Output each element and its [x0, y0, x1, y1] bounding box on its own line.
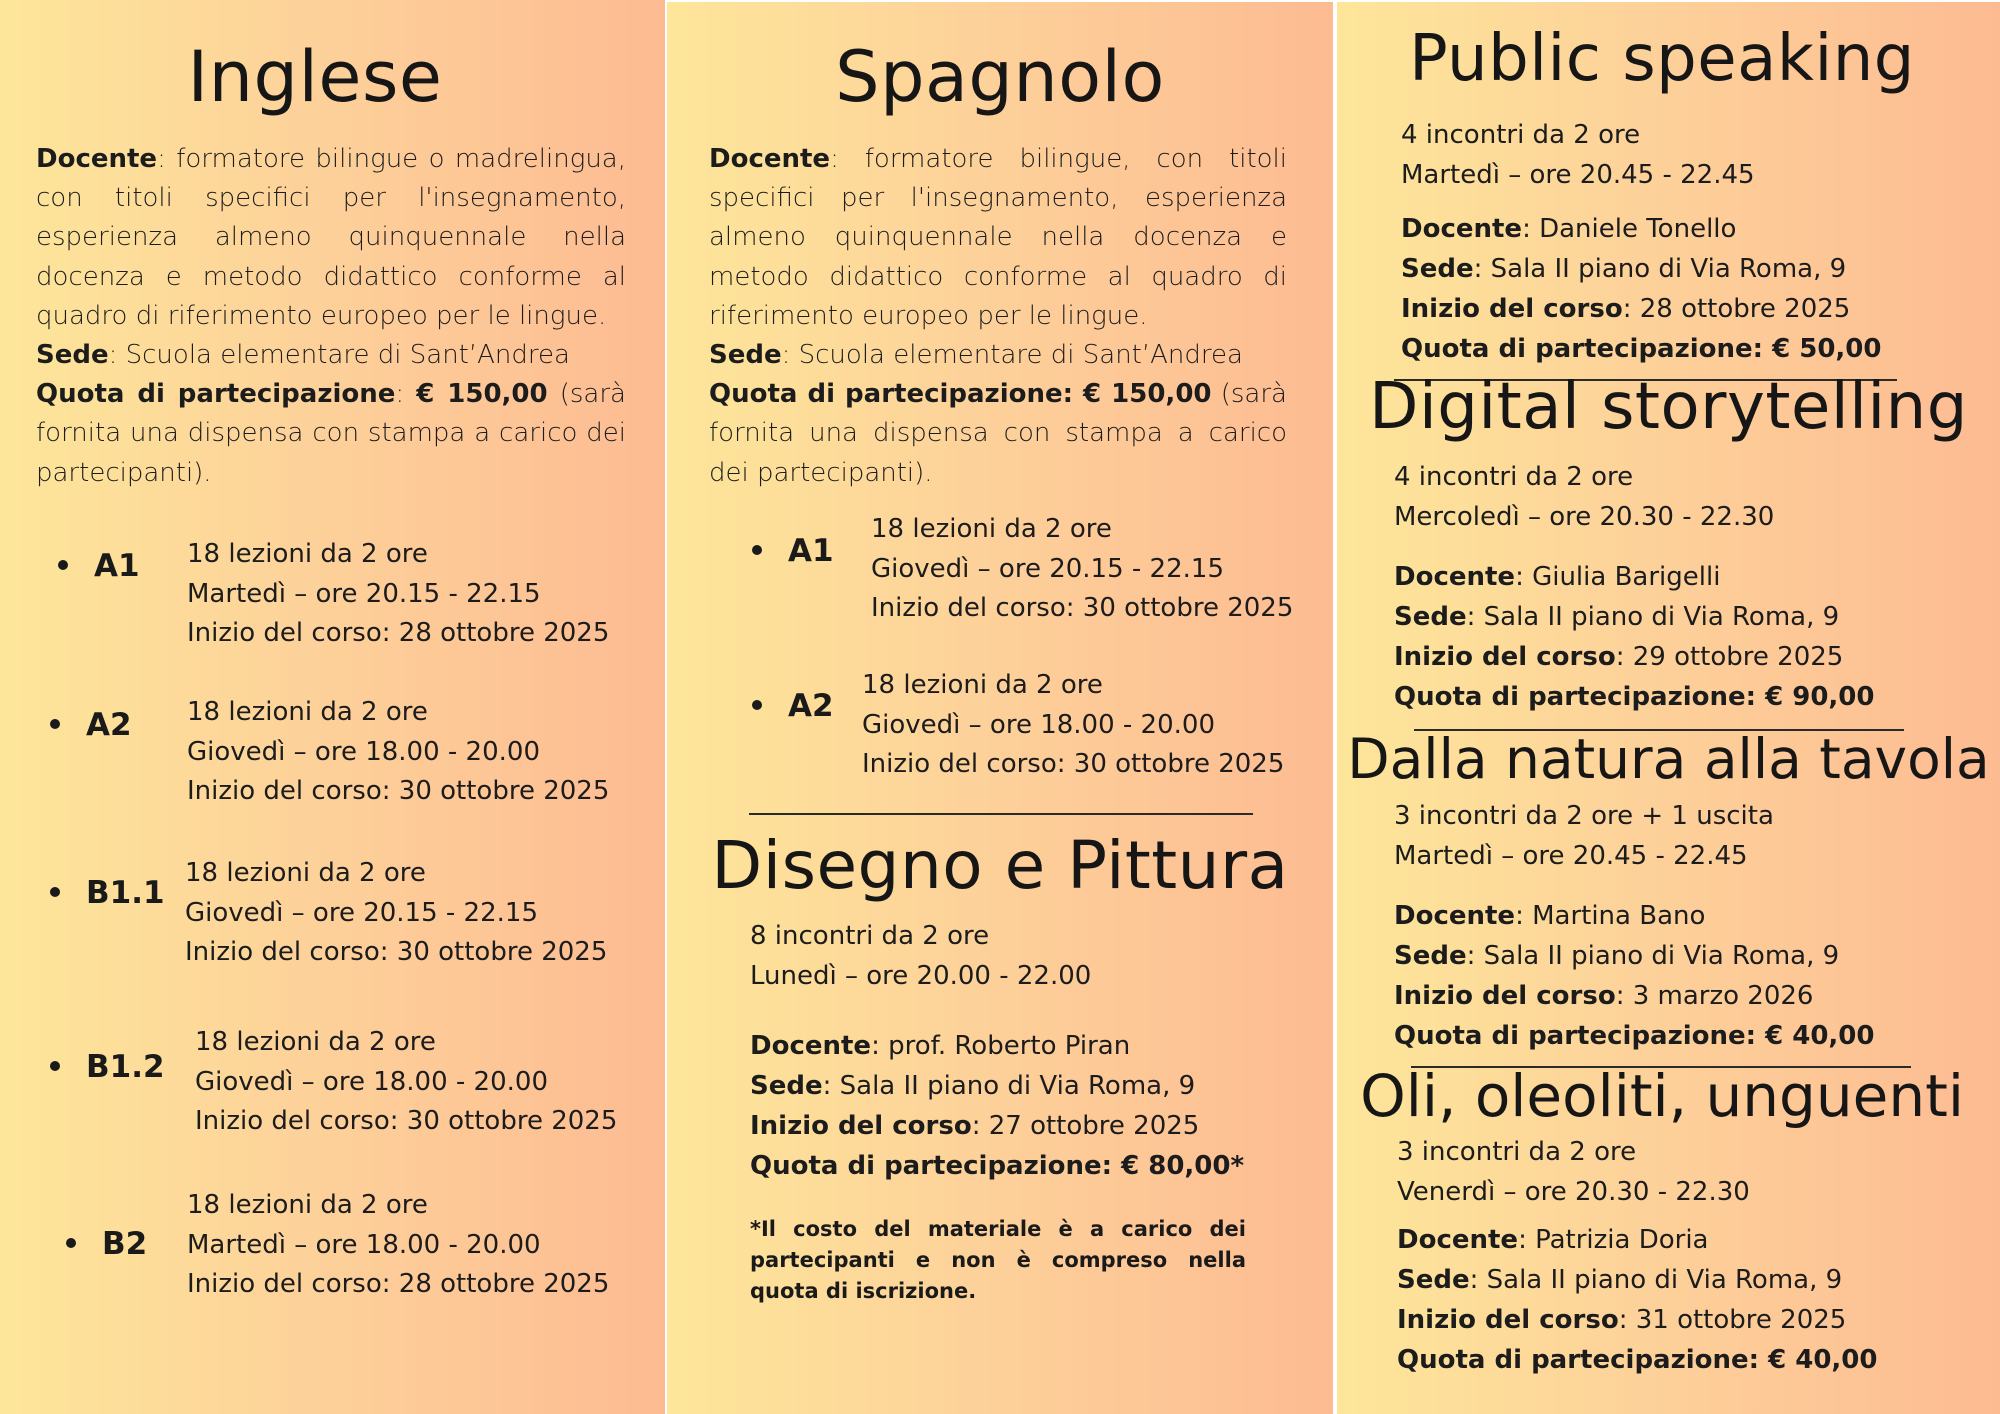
inglese-quota-sep: : — [395, 379, 417, 410]
spagnolo-sede-text: : Scuola elementare di Sant’Andrea — [781, 340, 1243, 371]
disegno-sede-label: Sede — [750, 1071, 823, 1101]
digital-sessions: 4 incontri da 2 ore — [1394, 462, 1634, 492]
digital-docente-value: : Giulia Barigelli — [1515, 562, 1721, 592]
oli-sede-label: Sede — [1397, 1265, 1470, 1295]
oli-info — [1397, 1220, 1877, 1380]
disegno-schedule — [750, 917, 1091, 996]
bullet-icon — [752, 545, 762, 555]
spagnolo-panel — [667, 2, 1333, 1414]
public-speaking-sessions: 4 incontri da 2 ore — [1401, 120, 1641, 150]
oli-inizio-label: Inizio del corso — [1397, 1305, 1619, 1335]
inglese-level-b2 — [66, 1226, 147, 1262]
inglese-title: Inglese — [187, 36, 443, 118]
bullet-icon — [50, 1061, 60, 1071]
level-schedule: Martedì – ore 20.15 - 22.15 — [187, 578, 541, 609]
digital-sede-label: Sede — [1394, 602, 1467, 632]
public-speaking-sede-value: : Sala II piano di Via Roma, 9 — [1473, 254, 1847, 284]
level-name: A1 — [788, 533, 834, 569]
natura-quota: Quota di partecipazione: € 40,00 — [1394, 1021, 1875, 1051]
disegno-note: *Il costo del materiale è a carico dei partecipanti e non è compreso nella quota di iscrizione. — [750, 1217, 1246, 1303]
spagnolo-sede-label: Sede — [709, 340, 782, 371]
disegno-info — [750, 1026, 1244, 1186]
spagnolo-level-a1 — [752, 533, 834, 569]
public-speaking-inizio-label: Inizio del corso — [1401, 294, 1623, 324]
level-lessons: 18 lezioni da 2 ore — [187, 539, 428, 569]
level-schedule: Martedì – ore 18.00 - 20.00 — [187, 1229, 541, 1260]
natura-inizio-value: : 3 marzo 2026 — [1615, 981, 1814, 1011]
public-speaking-docente-value: : Daniele Tonello — [1522, 214, 1737, 244]
public-speaking-inizio-value: : 28 ottobre 2025 — [1622, 294, 1851, 324]
public-speaking-title: Public speaking — [1409, 22, 1915, 96]
bullet-icon — [58, 560, 68, 570]
inglese-level-b2-details — [187, 1186, 609, 1305]
bullet-icon — [752, 700, 762, 710]
workshops-panel — [1337, 2, 2000, 1414]
level-schedule: Giovedì – ore 18.00 - 20.00 — [195, 1066, 548, 1097]
bullet-icon — [50, 887, 60, 897]
oli-schedule — [1397, 1133, 1750, 1212]
spagnolo-level-a2 — [752, 688, 834, 724]
oli-sessions: 3 incontri da 2 ore — [1397, 1137, 1637, 1167]
level-start: Inizio del corso: 30 ottobre 2025 — [187, 776, 610, 806]
level-lessons: 18 lezioni da 2 ore — [187, 697, 428, 727]
inglese-quota-value: € 150,00 — [416, 379, 548, 410]
oli-inizio-value: : 31 ottobre 2025 — [1618, 1305, 1847, 1335]
digital-sede-value: : Sala II piano di Via Roma, 9 — [1466, 602, 1840, 632]
inglese-level-a1-details — [187, 535, 609, 654]
natura-title: Dalla natura alla tavola — [1347, 727, 1990, 791]
oli-title: Oli, oleoliti, unguenti — [1360, 1062, 1964, 1130]
inglese-quota-note: (sarà fornita una dispensa con stampa a carico dei partecipanti). — [36, 379, 626, 488]
inglese-level-a2-details — [187, 693, 609, 812]
public-speaking-schedule — [1401, 116, 1755, 195]
level-start: Inizio del corso: 30 ottobre 2025 — [185, 937, 608, 967]
natura-sede-label: Sede — [1394, 941, 1467, 971]
spagnolo-docente-text: : formatore bilingue, con titoli specifici per l'insegnamento, esperienza almeno quinquennale nella docenza e metodo didattico conforme al quadro di riferimento europeo per le lingue. — [709, 144, 1287, 331]
oli-days: Venerdì – ore 20.30 - 22.30 — [1397, 1176, 1750, 1207]
oli-docente-label: Docente — [1397, 1225, 1519, 1255]
inglese-sede-label: Sede — [36, 340, 109, 371]
digital-docente-label: Docente — [1394, 562, 1516, 592]
level-name: B2 — [102, 1226, 148, 1262]
inglese-sede-text: : Scuola elementare di Sant’Andrea — [108, 340, 570, 371]
level-name: A2 — [788, 688, 834, 724]
natura-docente-label: Docente — [1394, 901, 1516, 931]
level-lessons: 18 lezioni da 2 ore — [862, 670, 1103, 700]
disegno-quota: Quota di partecipazione: € 80,00* — [750, 1151, 1245, 1181]
inglese-level-b1-1-details — [185, 854, 607, 973]
spagnolo-docente-label: Docente — [709, 144, 831, 174]
level-start: Inizio del corso: 30 ottobre 2025 — [862, 749, 1285, 779]
inglese-docente-text: : formatore bilingue o madrelingua, con titoli specifici per l'insegnamento, esperienza almeno quinquennale nella docenza e metodo didattico conforme al quadro di riferimento europeo per le lingue. — [36, 144, 626, 331]
inglese-level-b1-2 — [50, 1049, 165, 1085]
natura-schedule — [1394, 797, 1774, 876]
spagnolo-description — [709, 140, 1287, 493]
spagnolo-level-a2-details — [862, 666, 1284, 785]
level-name: A1 — [94, 548, 140, 584]
natura-inizio-label: Inizio del corso — [1394, 981, 1616, 1011]
spagnolo-quota-label: Quota di partecipazione: € 150,00 — [709, 379, 1212, 410]
inglese-panel — [0, 0, 665, 1414]
level-name: B1.1 — [86, 875, 165, 911]
natura-docente-value: : Martina Bano — [1515, 901, 1706, 931]
level-start: Inizio del corso: 30 ottobre 2025 — [871, 593, 1294, 623]
inglese-level-a1 — [58, 548, 140, 584]
inglese-level-b1-1 — [50, 875, 165, 911]
disegno-days: Lunedì – ore 20.00 - 22.00 — [750, 960, 1092, 991]
disegno-inizio-value: : 27 ottobre 2025 — [971, 1111, 1200, 1141]
inglese-level-b1-2-details — [195, 1023, 617, 1142]
natura-days: Martedì – ore 20.45 - 22.45 — [1394, 840, 1748, 871]
inglese-quota-label: Quota di partecipazione — [36, 379, 396, 410]
disegno-docente-label: Docente — [750, 1031, 872, 1061]
disegno-title: Disegno e Pittura — [711, 827, 1289, 904]
inglese-description — [36, 140, 626, 493]
bullet-icon — [50, 719, 60, 729]
level-schedule: Giovedì – ore 20.15 - 22.15 — [871, 553, 1224, 584]
level-schedule: Giovedì – ore 18.00 - 20.00 — [862, 709, 1215, 740]
level-name: A2 — [86, 707, 132, 743]
public-speaking-docente-label: Docente — [1401, 214, 1523, 244]
public-speaking-info — [1401, 209, 1881, 369]
level-name: B1.2 — [86, 1049, 165, 1085]
level-lessons: 18 lezioni da 2 ore — [187, 1190, 428, 1220]
natura-sede-value: : Sala II piano di Via Roma, 9 — [1466, 941, 1840, 971]
spagnolo-title: Spagnolo — [835, 36, 1165, 118]
inglese-docente-label: Docente — [36, 144, 158, 174]
inglese-level-a2 — [50, 707, 132, 743]
public-speaking-days: Martedì – ore 20.45 - 22.45 — [1401, 159, 1755, 190]
disegno-sede-value: : Sala II piano di Via Roma, 9 — [822, 1071, 1196, 1101]
spagnolo-level-a1-details — [871, 510, 1293, 629]
natura-info — [1394, 896, 1874, 1056]
spagnolo-quota-note: (sarà fornita una dispensa con stampa a carico dei partecipanti). — [709, 379, 1287, 488]
digital-days: Mercoledì – ore 20.30 - 22.30 — [1394, 501, 1775, 532]
oli-docente-value: : Patrizia Doria — [1518, 1225, 1709, 1255]
disegno-docente-value: : prof. Roberto Piran — [871, 1031, 1131, 1061]
section-divider — [749, 813, 1253, 815]
level-lessons: 18 lezioni da 2 ore — [195, 1027, 436, 1057]
natura-sessions: 3 incontri da 2 ore + 1 uscita — [1394, 801, 1774, 831]
bullet-icon — [66, 1238, 76, 1248]
public-speaking-quota: Quota di partecipazione: € 50,00 — [1401, 334, 1882, 364]
digital-inizio-label: Inizio del corso — [1394, 642, 1616, 672]
level-schedule: Giovedì – ore 18.00 - 20.00 — [187, 736, 540, 767]
level-lessons: 18 lezioni da 2 ore — [871, 514, 1112, 544]
level-start: Inizio del corso: 30 ottobre 2025 — [195, 1106, 618, 1136]
public-speaking-sede-label: Sede — [1401, 254, 1474, 284]
oli-sede-value: : Sala II piano di Via Roma, 9 — [1469, 1265, 1843, 1295]
level-lessons: 18 lezioni da 2 ore — [185, 858, 426, 888]
level-start: Inizio del corso: 28 ottobre 2025 — [187, 618, 610, 648]
digital-title: Digital storytelling — [1369, 370, 1968, 444]
level-schedule: Giovedì – ore 20.15 - 22.15 — [185, 897, 538, 928]
level-start: Inizio del corso: 28 ottobre 2025 — [187, 1269, 610, 1299]
oli-quota: Quota di partecipazione: € 40,00 — [1397, 1345, 1878, 1375]
digital-inizio-value: : 29 ottobre 2025 — [1615, 642, 1844, 672]
disegno-sessions: 8 incontri da 2 ore — [750, 921, 990, 951]
digital-schedule — [1394, 458, 1774, 537]
disegno-inizio-label: Inizio del corso — [750, 1111, 972, 1141]
digital-quota: Quota di partecipazione: € 90,00 — [1394, 682, 1875, 712]
digital-info — [1394, 557, 1874, 717]
